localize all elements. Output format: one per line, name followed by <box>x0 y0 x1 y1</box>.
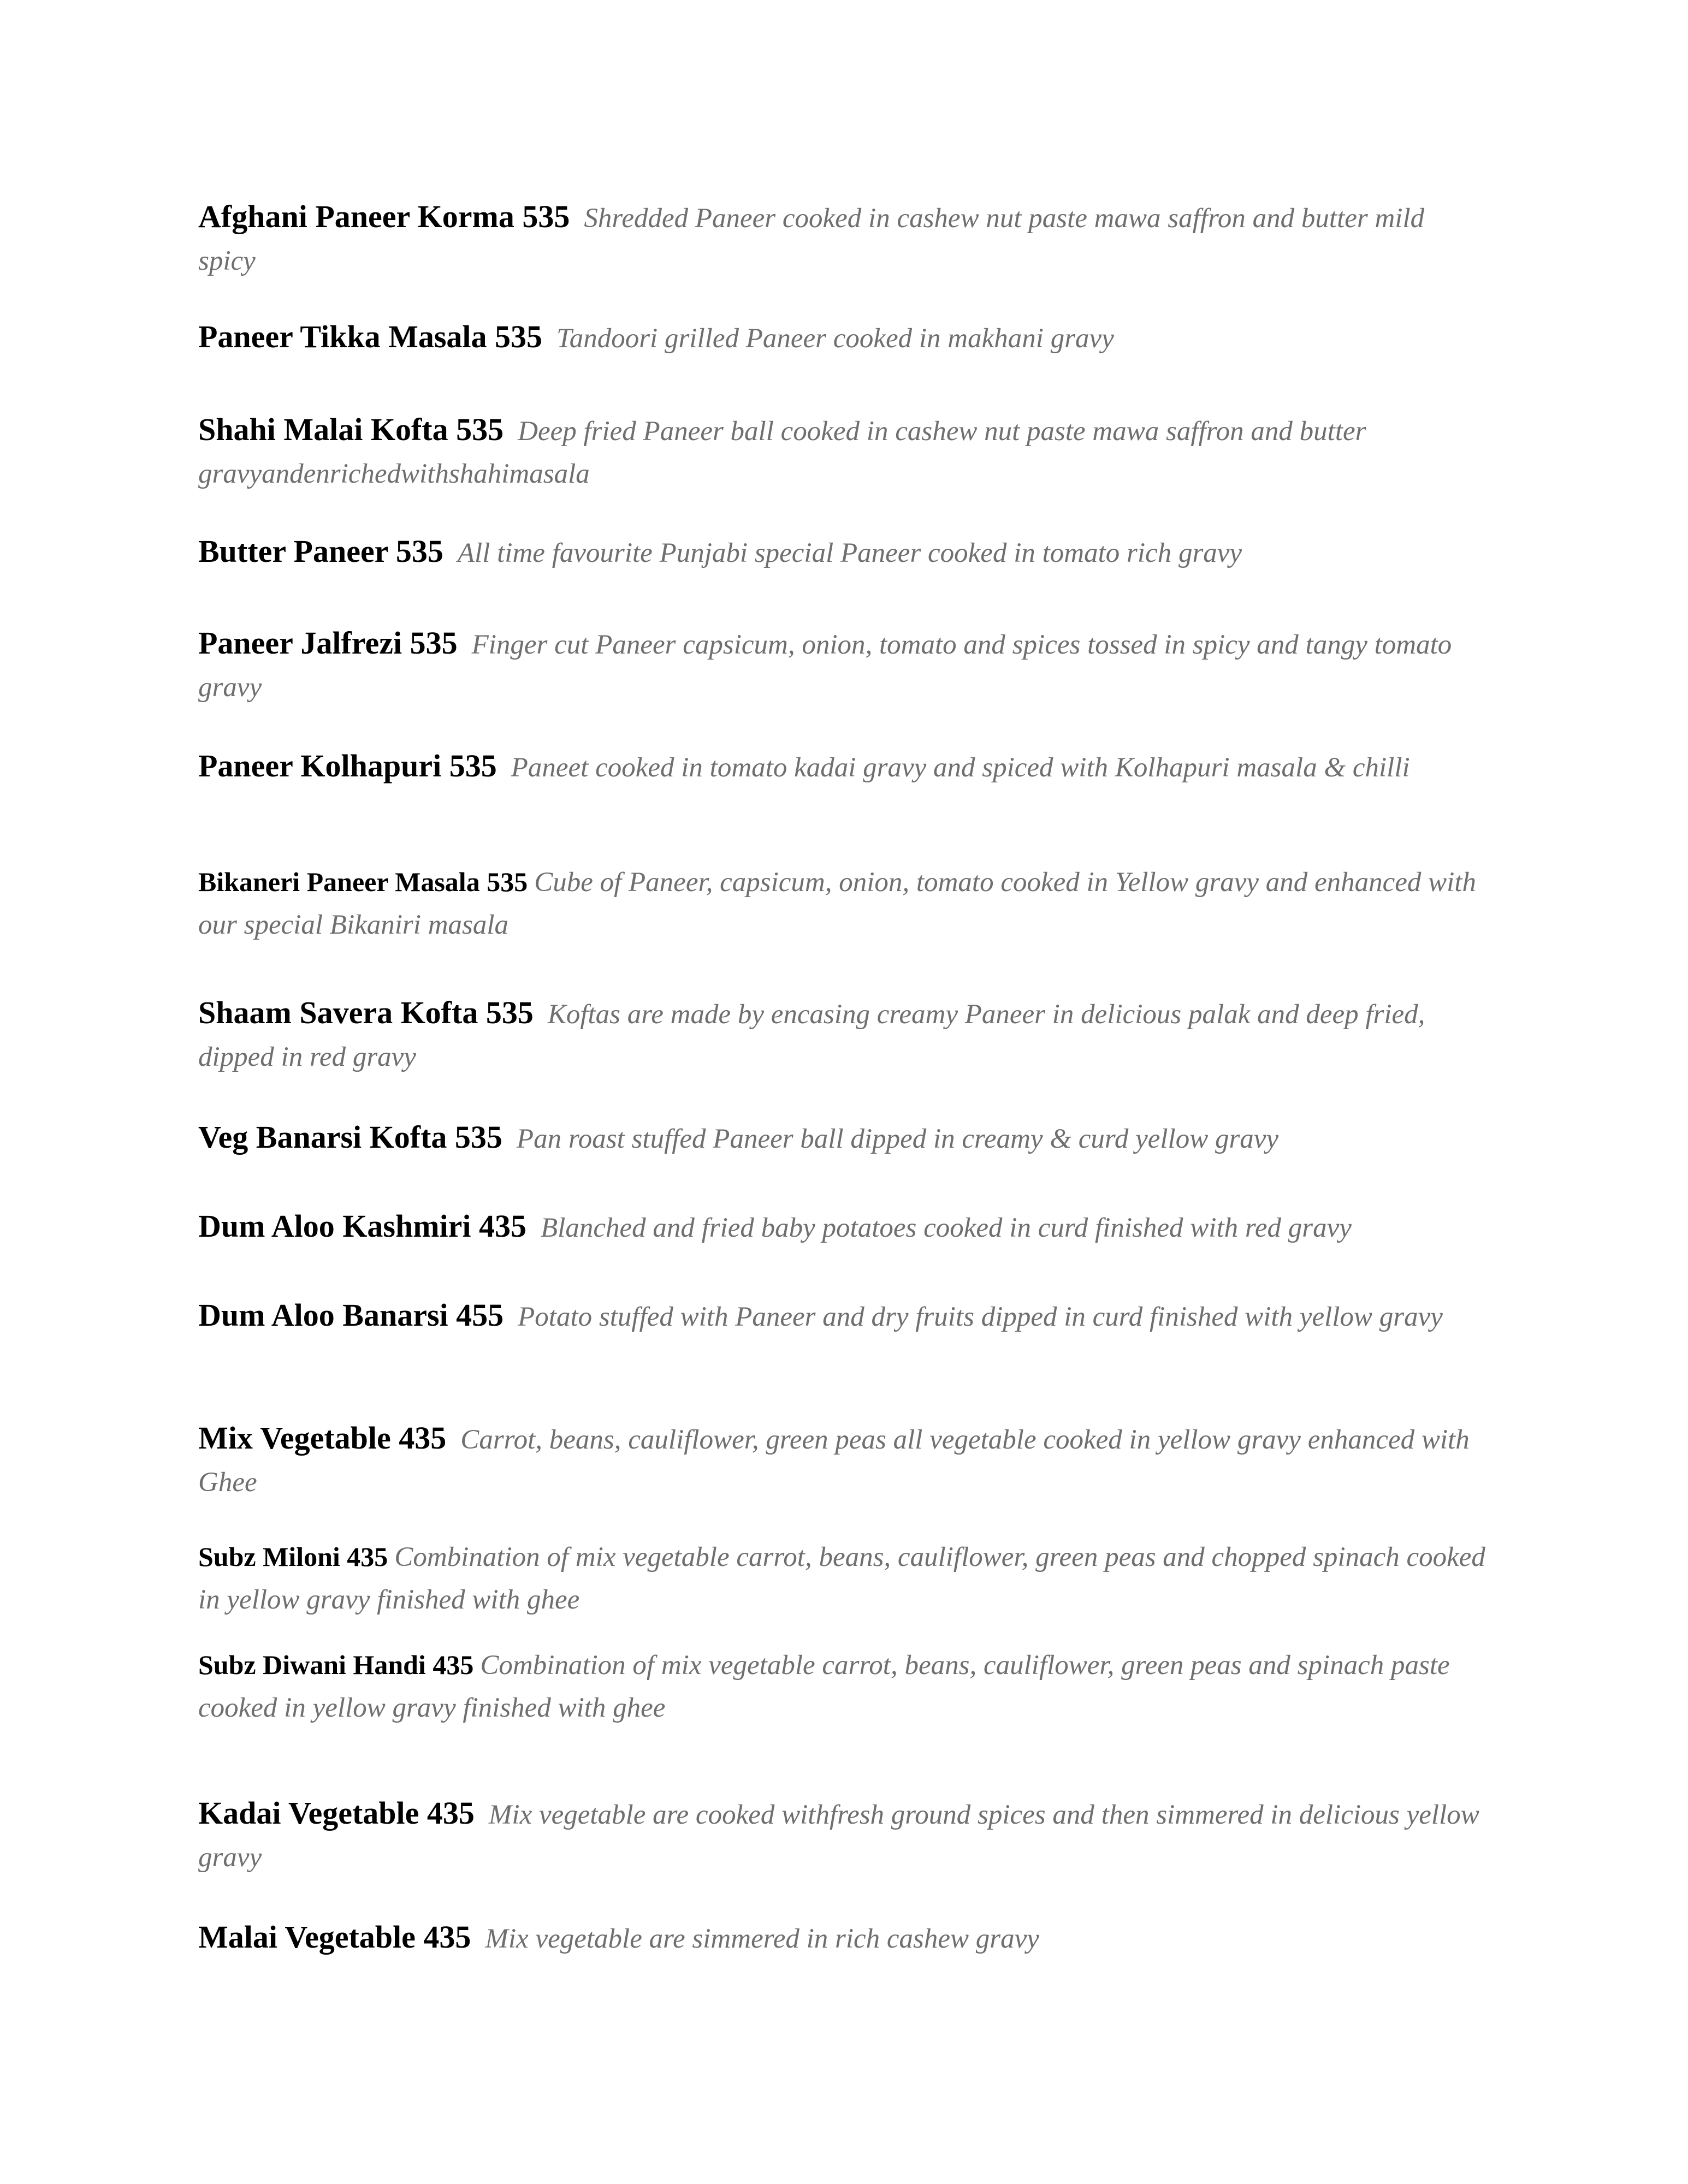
menu-item-shaam-savera-kofta <box>198 995 1487 1082</box>
dish-name: Butter Paneer 535 <box>198 533 443 569</box>
menu-item-bikaneri-paneer-masala <box>198 864 1487 949</box>
dish-name: Shahi Malai Kofta 535 <box>198 412 504 447</box>
menu-item-dum-aloo-banarsi <box>198 1297 1487 1342</box>
dish-description: Blanched and fried baby potatoes cooked in curd finished with red gravy <box>541 1213 1352 1243</box>
dish-description: Koftas are made by encasing creamy Paneer in delicious palak and deep fried, dipped in red gravy <box>198 999 1425 1072</box>
menu-item-mix-vegetable <box>198 1420 1487 1507</box>
dish-description: Mix vegetable are simmered in rich cashew gravy <box>485 1924 1039 1954</box>
dish-name: Paneer Kolhapuri 535 <box>198 748 497 784</box>
dish-name: Kadai Vegetable 435 <box>198 1795 475 1831</box>
dish-description: Paneet cooked in tomato kadai gravy and spiced with Kolhapuri masala & chilli <box>511 752 1410 783</box>
dish-description: Combination of mix vegetable carrot, beans, cauliflower, green peas and spinach paste cooked in yellow gravy finished with ghee <box>198 1650 1450 1723</box>
menu-item-kadai-vegetable <box>198 1795 1487 1882</box>
dish-description: Shredded Paneer cooked in cashew nut paste mawa saffron and butter mild spicy <box>198 203 1425 276</box>
dish-name: Mix Vegetable 435 <box>198 1420 447 1456</box>
menu-item-subz-diwani-handi <box>198 1647 1487 1732</box>
menu-item-shahi-malai-kofta <box>198 412 1487 498</box>
dish-name: Shaam Savera Kofta 535 <box>198 995 534 1030</box>
dish-description: Carrot, beans, cauliflower, green peas all vegetable cooked in yellow gravy enhanced with Ghee <box>198 1425 1470 1498</box>
dish-name: Malai Vegetable 435 <box>198 1919 471 1955</box>
dish-description: Finger cut Paneer capsicum, onion, tomato and spices tossed in spicy and tangy tomato gravy <box>198 630 1452 703</box>
dish-name: Bikaneri Paneer Masala 535 <box>198 867 528 897</box>
menu-item-paneer-tikka-masala <box>198 319 1487 363</box>
dish-name: Dum Aloo Banarsi 455 <box>198 1297 504 1333</box>
dish-name: Paneer Jalfrezi 535 <box>198 625 458 661</box>
menu-item-subz-miloni <box>198 1539 1487 1624</box>
menu-item-malai-vegetable <box>198 1919 1487 1963</box>
menu-item-paneer-jalfrezi <box>198 625 1487 712</box>
dish-description: Mix vegetable are cooked withfresh ground spices and then simmered in delicious yellow gravy <box>198 1800 1479 1873</box>
dish-name: Veg Banarsi Kofta 535 <box>198 1119 502 1155</box>
dish-name: Dum Aloo Kashmiri 435 <box>198 1208 526 1244</box>
dish-name: Subz Miloni 435 <box>198 1541 388 1572</box>
dish-name: Afghani Paneer Korma 535 <box>198 199 570 234</box>
dish-description: Combination of mix vegetable carrot, beans, cauliflower, green peas and chopped spinach cooked in yellow gravy finished with ghee <box>198 1542 1485 1615</box>
dish-name: Subz Diwani Handi 435 <box>198 1649 474 1680</box>
menu-item-butter-paneer <box>198 533 1487 578</box>
dish-description: Potato stuffed with Paneer and dry fruits dipped in curd finished with yellow gravy <box>518 1302 1443 1332</box>
dish-description: Tandoori grilled Paneer cooked in makhani gravy <box>556 323 1114 354</box>
menu-item-veg-banarsi-kofta <box>198 1119 1487 1164</box>
dish-description: Pan roast stuffed Paneer ball dipped in creamy & curd yellow gravy <box>516 1124 1279 1154</box>
menu-item-dum-aloo-kashmiri <box>198 1208 1487 1253</box>
menu-item-paneer-kolhapuri <box>198 748 1487 792</box>
dish-name: Paneer Tikka Masala 535 <box>198 319 543 354</box>
dish-description: Deep fried Paneer ball cooked in cashew nut paste mawa saffron and butter gravyandenrichedwithshahimasala <box>198 416 1366 489</box>
menu-item-afghani-paneer-korma <box>198 199 1487 286</box>
dish-description: Cube of Paneer, capsicum, onion, tomato cooked in Yellow gravy and enhanced with our special Bikaniri masala <box>198 867 1476 940</box>
dish-description: All time favourite Punjabi special Paneer cooked in tomato rich gravy <box>457 538 1242 568</box>
